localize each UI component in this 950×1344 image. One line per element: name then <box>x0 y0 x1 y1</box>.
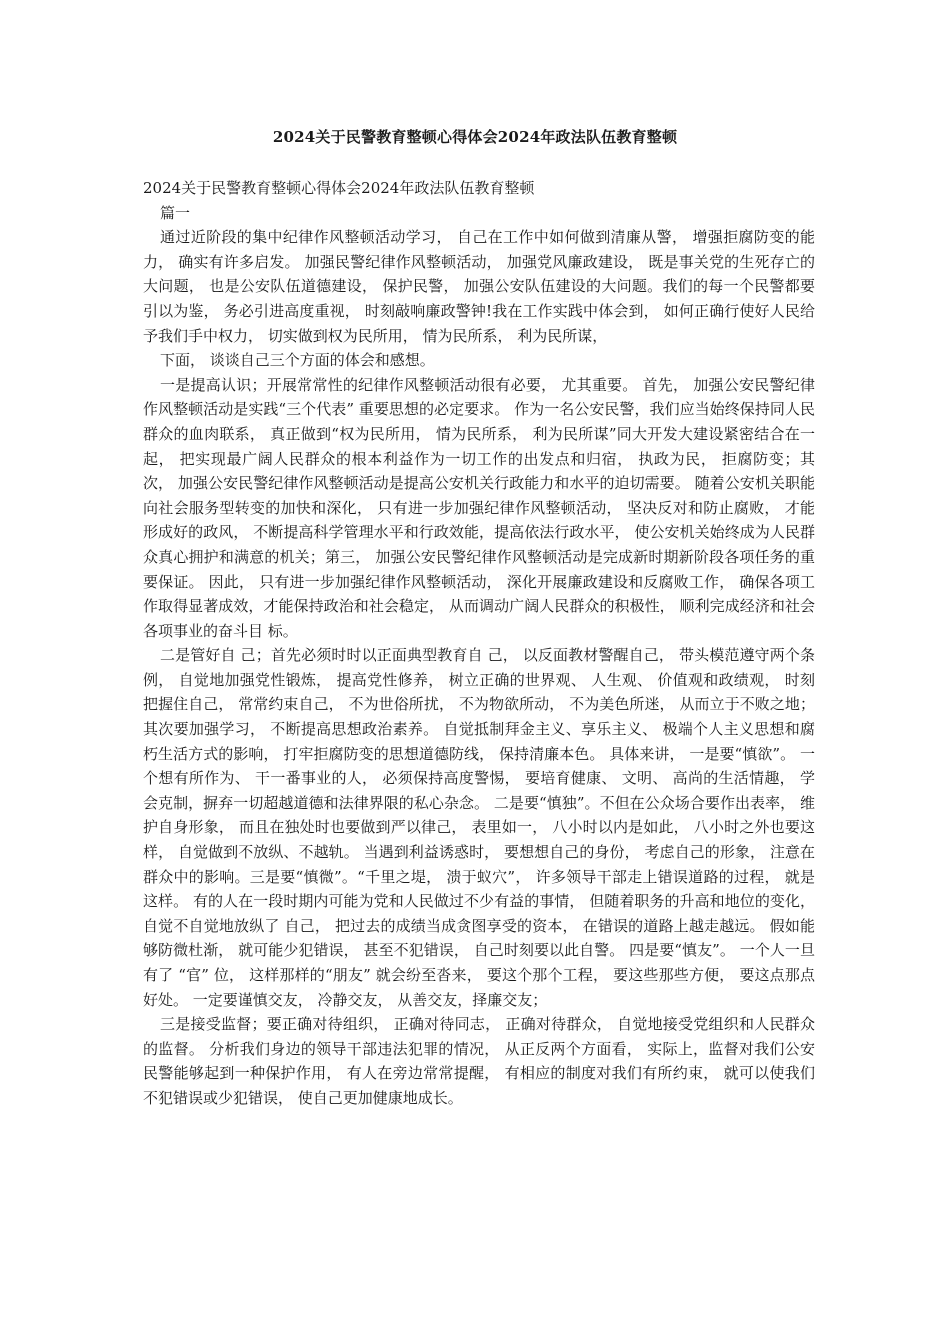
paragraph-transition: 下面， 谈谈自己三个方面的体会和感想。 <box>160 351 435 370</box>
document-subtitle: 2024关于民警教育整顿心得体会2024年政法队伍教育整顿 <box>143 179 535 197</box>
paragraph-point-one: 一是提高认识；开展常常性的纪律作风整顿活动很有必要， 尤其重要。 首先， 加强公安民警纪律作风整顿活动是实践“三个代表” 重要思想的必定要求。 作为一名公安民警，我们应当始终保持同人民群众的血肉联系， 真正做到“权为民所用， 情为民所系， 利为民所谋”同大开发大建设紧密结合在一起， 把实现最广阔人民群众的根本利益作为一切工作的出发点和归宿， 执政为民， 拒腐防变；其次， 加强公安民警纪律作风整顿活动是提高公安机关行政能力和水平的迫切需要。 随着公安机关职能向社会服务型转变的加快和深化， 只有进一步加强纪律作风整顿活动， 坚决反对和防止腐败， 才能形成好的政风， 不断提高科学管理水平和行政效能，提高依法行政水平， 使公安机关始终成为人民群众真心拥护和满意的机关；第三， 加强公安民警纪律作风整顿活动是完成新时期新阶段各项任务的重要保证。 因此， 只有进一步加强纪律作风整顿活动， 深化开展廉政建设和反腐败工作， 确保各项工作取得显著成效，才能保持政治和社会稳定， 从而调动广阔人民群众的积极性， 顺利完成经济和社会各项事业的奋斗目 标。 <box>143 375 815 640</box>
paragraph-point-three: 三是接受监督；要正确对待组织， 正确对待同志， 正确对待群众， 自觉地接受党组织和人民群众的监督。 分析我们身边的领导干部违法犯罪的情况， 从正反两个方面看， 实际上，监督对我们公安民警能够起到一种保护作用， 有人在旁边常常提醒， 有相应的制度对我们有所约束， 就可以使我们不犯错误或少犯错误， 使自己更加健康地成长。 <box>143 1015 815 1107</box>
paragraph-intro: 通过近阶段的集中纪律作风整顿活动学习， 自己在工作中如何做到清廉从警， 增强拒腐防变的能力， 确实有许多启发。 加强民警纪律作风整顿活动， 加强党风廉政建设， 既是事关党的生死存亡的大问题， 也是公安队伍道德建设， 保护民警， 加强公安队伍建设的大问题。我们的每一个民警都要引以为鉴， 务必引进高度重视， 时刻敲响廉政警钟!我在工作实践中体会到， 如何正确行使好人民给予我们手中权力， 切实做到权为民所用， 情为民所系， 利为民所谋， <box>143 228 815 345</box>
paragraph-point-two: 二是管好自 己；首先必须时时以正面典型教育自 己， 以反面教材警醒自己， 带头模范遵守两个条例， 自觉地加强党性锻炼， 提高党性修养， 树立正确的世界观、 人生观、 价值观和政绩观， 时刻把握住自己， 常常约束自己， 不为世俗所扰， 不为物欲所动， 不为美色所迷， 从而立于不败之地；其次要加强学习， 不断提高思想政治素养。 自觉抵制拜金主义、享乐主义、 极端个人主义思想和腐朽生活方式的影响， 打牢拒腐防变的思想道德防线， 保持清廉本色。 具体来讲， 一是要“慎欲”。 一个想有所作为、 干一番事业的人， 必须保持高度警惕， 要培育健康、 文明、 高尚的生活情趣， 学会克制，摒弃一切超越道德和法律界限的私心杂念。 二是要“慎独”。不但在公众场合要作出表率， 维护自身形象， 而且在独处时也要做到严以律己， 表里如一， 八小时以内是如此， 八小时之外也要这样， 自觉做到不放纵、不越轨。 当遇到利益诱惑时， 要想想自己的身份， 考虑自己的形象， 注意在群众中的影响。三是要“慎微”。“千里之堤， 溃于蚁穴”， 许多领导干部走上错误道路的过程， 就是这样。 有的人在一段时期内可能为党和人民做过不少有益的事情， 但随着职务的升高和地位的变化， 自觉不自觉地放纵了 自己， 把过去的成绩当成贪图享受的资本， 在错误的道路上越走越远。 假如能够防微杜渐， 就可能少犯错误， 甚至不犯错误， 自己时刻要以此自警。 四是要“慎友”。 一个人一旦有了 “官” 位， 这样那样的“朋友” 就会纷至沓来， 要这个那个工程， 要这些那些方便， 要这点那点好处。 一定要谨慎交友， 冷静交友， 从善交友，择廉交友； <box>143 646 815 1009</box>
section-label: 篇一 <box>160 203 191 222</box>
document-body <box>143 176 815 1111</box>
document-title: 2024关于民警教育整顿心得体会2024年政法队伍教育整顿 <box>272 128 678 146</box>
